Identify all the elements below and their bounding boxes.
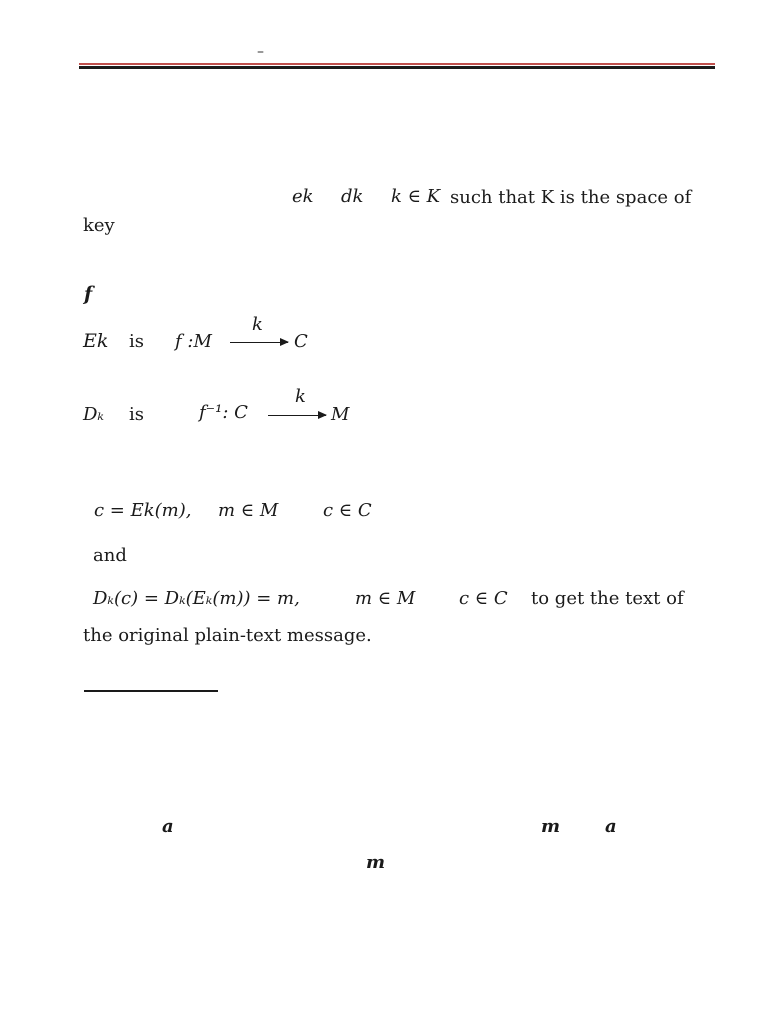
enc-is: is	[129, 331, 144, 352]
ek-symbol: ek	[292, 186, 314, 207]
enc-arrow	[230, 342, 288, 343]
eq1-c-in-C: c ∈ C	[323, 500, 372, 521]
bottom-a-right: a	[605, 816, 617, 837]
enc-map: f :M	[175, 331, 212, 352]
eq1-m-in-M: m ∈ M	[218, 500, 279, 521]
header-rule-red	[79, 63, 715, 65]
bottom-m-center: m	[366, 852, 386, 873]
enc-lhs: Ek	[83, 330, 109, 352]
k-in-K: k ∈ K	[391, 186, 441, 207]
bottom-a-left: a	[162, 816, 174, 837]
eq2-c-in-C: c ∈ C	[459, 588, 508, 609]
para1-tail: such that K is the space of	[450, 187, 692, 208]
dec-lhs: Dₖ	[83, 404, 104, 425]
bottom-m-right: m	[541, 816, 561, 837]
dec-map: f⁻¹: C	[199, 402, 248, 423]
eq2-line2: the original plain-text message.	[83, 625, 372, 646]
eq1-lhs: c = Ek(m),	[94, 500, 192, 521]
f-heading: f	[84, 283, 93, 305]
para1-line2: key	[83, 215, 115, 236]
header-rule-black	[79, 66, 715, 69]
dec-target: M	[331, 404, 350, 425]
and-text: and	[93, 545, 127, 566]
eq2-lhs: Dₖ(c) = Dₖ(Eₖ(m)) = m,	[93, 588, 300, 609]
dk-symbol: dk	[341, 186, 364, 207]
dec-is: is	[129, 404, 144, 425]
dec-arrow	[268, 415, 326, 416]
header-mark: –	[257, 44, 264, 60]
enc-arrow-label: k	[252, 314, 263, 335]
eq2-tail: to get the text of	[531, 588, 684, 609]
enc-target: C	[294, 331, 308, 352]
dec-arrow-label: k	[295, 386, 306, 407]
footnote-separator	[84, 690, 218, 692]
eq2-m-in-M: m ∈ M	[355, 588, 416, 609]
